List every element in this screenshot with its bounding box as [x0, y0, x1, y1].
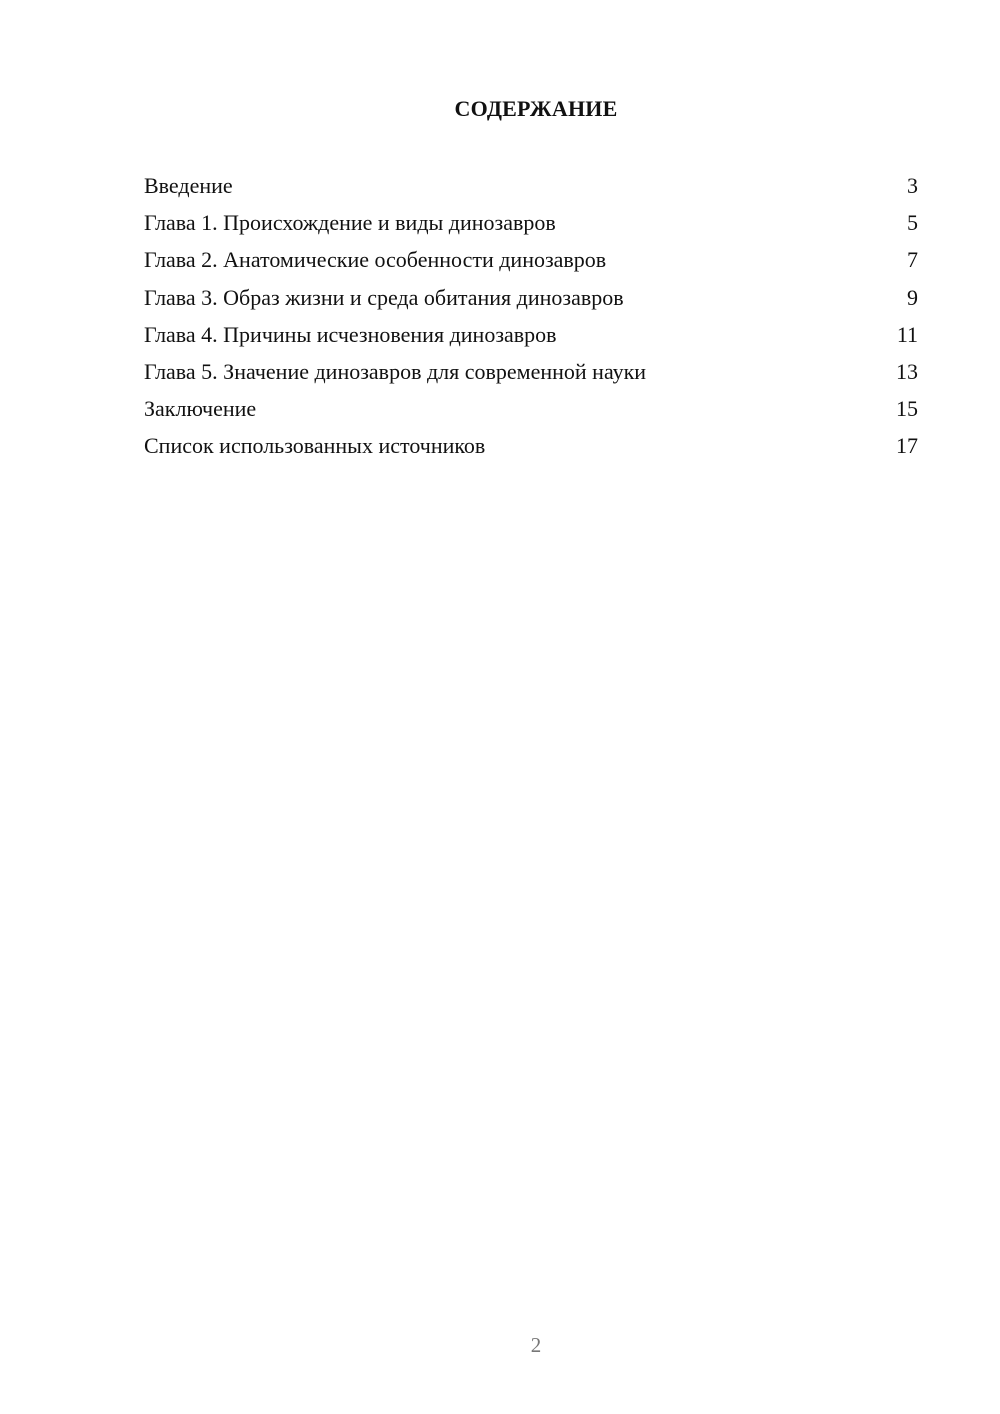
toc-entry-page: 3: [907, 173, 918, 198]
toc-entry-chapter-5: [144, 353, 918, 390]
toc-entry-page: 13: [896, 358, 918, 384]
toc-entry-conclusion: [144, 390, 918, 427]
toc-entry-label: Глава 3. Образ жизни и среда обитания динозавров: [144, 284, 624, 310]
toc-entry-page: 5: [907, 210, 918, 236]
toc-entry-label: Глава 2. Анатомические особенности динозавров: [144, 247, 607, 273]
toc-entry-page: 7: [907, 247, 918, 273]
toc-entry-label: Глава 4. Причины исчезновения динозавров: [144, 321, 557, 347]
toc-entry-page: 17: [896, 433, 918, 459]
toc-entry-references: [144, 427, 918, 464]
toc-entry-chapter-2: [144, 241, 918, 278]
toc-entry-page: 11: [896, 321, 918, 347]
toc-entry-label: Список использованных источников: [144, 433, 486, 459]
toc-entry-chapter-3: [144, 279, 918, 316]
toc-entry-label: Глава 5. Значение динозавров для современной науки: [144, 358, 647, 384]
toc-entry-label: Заключение: [144, 396, 257, 422]
page-number: 2: [530, 1333, 542, 1357]
toc-entry-introduction: [144, 167, 918, 204]
toc-entry-chapter-1: [144, 204, 918, 241]
toc-entry-chapter-4: [144, 316, 918, 353]
toc-entry-label: Введение: [144, 173, 233, 198]
toc-entry-page: 15: [896, 396, 918, 422]
page-title: СОДЕРЖАНИЕ: [454, 96, 618, 121]
table-of-contents: [144, 167, 918, 465]
toc-entry-page: 9: [907, 284, 918, 310]
toc-entry-label: Глава 1. Происхождение и виды динозавров: [144, 210, 556, 236]
